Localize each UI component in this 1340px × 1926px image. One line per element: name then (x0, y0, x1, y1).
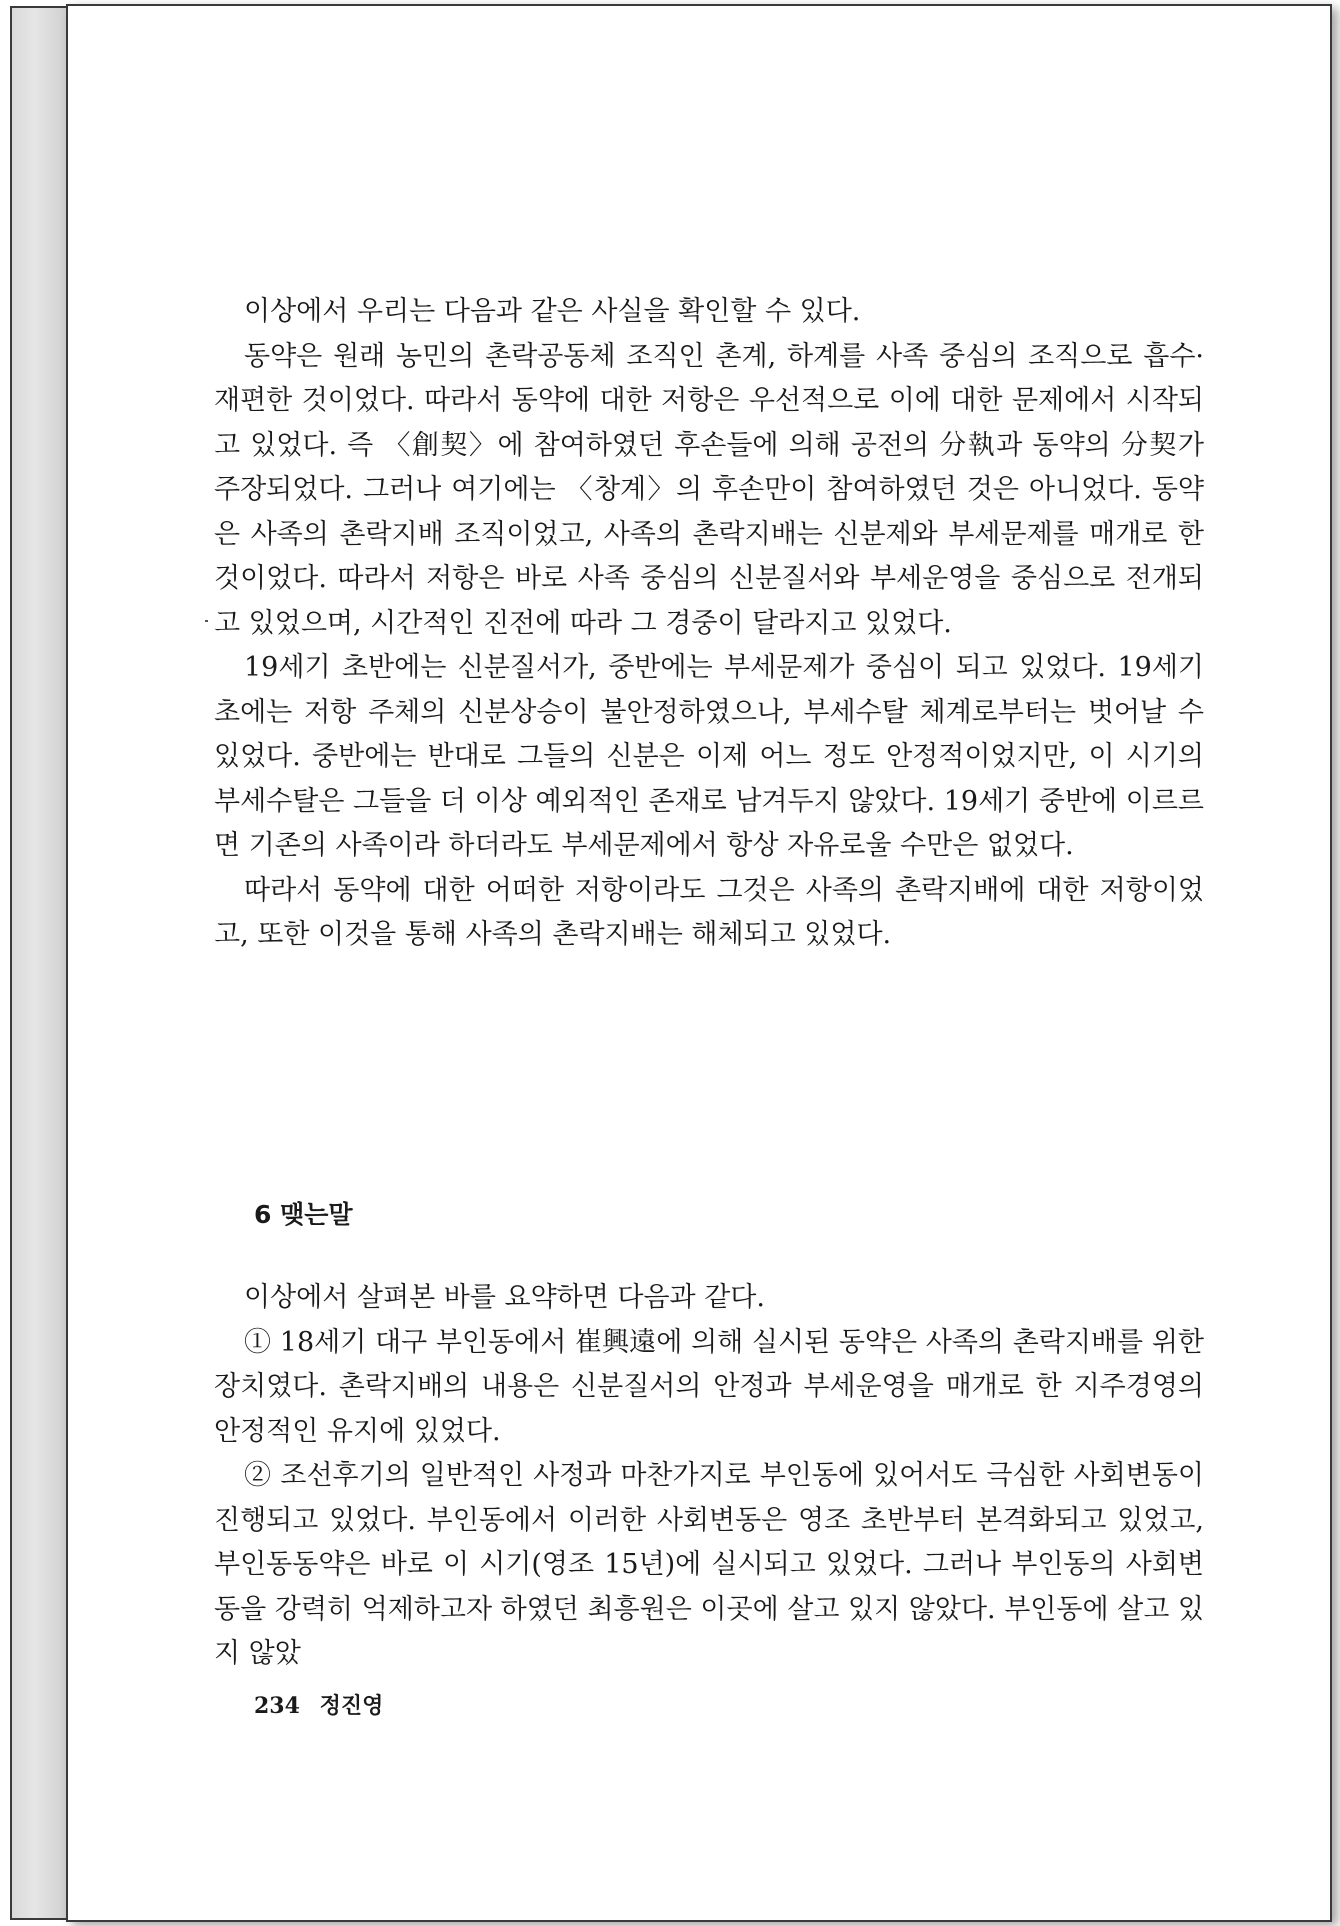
body-text-section-1 (214, 290, 1204, 958)
page-number: 234 (254, 1693, 300, 1719)
paragraph: 이상에서 우리는 다음과 같은 사실을 확인할 수 있다. (244, 296, 861, 327)
paragraph: 이상에서 살펴본 바를 요약하면 다음과 같다. (244, 1282, 765, 1313)
section-heading: 6 맺는말 (254, 1200, 353, 1229)
paragraph: 19세기 초반에는 신분질서가, 중반에는 부세문제가 중심이 되고 있었다. 19세기초에는 저항 주체의 신분상승이 불안정하였으나, 부세수탈 체계로부터는 벗어날 수 있었다. 중반에는 반대로 그들의 신분은 이제 어느 정도 안정적이었지만, 이 시기의 부세수탈은 그들을 더 이상 예외적인 존재로 남겨두지 않았다. 19세기 중반에 이르르면 기존의 사족이라 하더라도 부세문제에서 항상 자유로울 수만은 없었다. (214, 652, 1204, 861)
paragraph: ① 18세기 대구 부인동에서 崔興遠에 의해 실시된 동약은 사족의 촌락지배를 위한 장치였다. 촌락지배의 내용은 신분질서의 안정과 부세운영을 매개로 한 지주경영의 안정적인 유지에 있었다. (214, 1326, 1204, 1447)
body-text-section-2 (214, 1276, 1204, 1677)
running-author: 정진영 (319, 1693, 384, 1719)
paragraph: 동약은 원래 농민의 촌락공동체 조직인 촌계, 하계를 사족 중심의 조직으로 흡수·재편한 것이었다. 따라서 동약에 대한 저항은 우선적으로 이에 대한 문제에서 시작되고 있었다. 즉 〈創契〉에 참여하였던 후손들에 의해 공전의 分執과 동약의 分契가 주장되었다. 그러나 여기에는 〈창계〉의 후손만이 참여하였던 것은 아니었다. 동약은 사족의 촌락지배 조직이었고, 사족의 촌락지배는 신분제와 부세문제를 매개로 한 것이었다. 따라서 저항은 바로 사족 중심의 신분질서와 부세운영을 중심으로 전개되고 있었으며, 시간적인 진전에 따라 그 경중이 달라지고 있었다. (214, 340, 1204, 639)
book-spine (10, 6, 68, 1920)
paragraph: ② 조선후기의 일반적인 사정과 마찬가지로 부인동에 있어서도 극심한 사회변동이 진행되고 있었다. 부인동에서 이러한 사회변동은 영조 초반부터 본격화되고 있었고, 부인동동약은 바로 이 시기(영조 15년)에 실시되고 있었다. 그러나 부인동의 사회변동을 강력히 억제하고자 하였던 최흥원은 이곳에 살고 있지 않았다. 부인동에 살고 있지 않았 (214, 1460, 1204, 1669)
paragraph: 따라서 동약에 대한 어떠한 저항이라도 그것은 사족의 촌락지배에 대한 저항이었고, 또한 이것을 통해 사족의 촌락지배는 해체되고 있었다. (214, 874, 1204, 950)
page-footer (254, 1689, 395, 1720)
scan-speck (205, 620, 208, 622)
